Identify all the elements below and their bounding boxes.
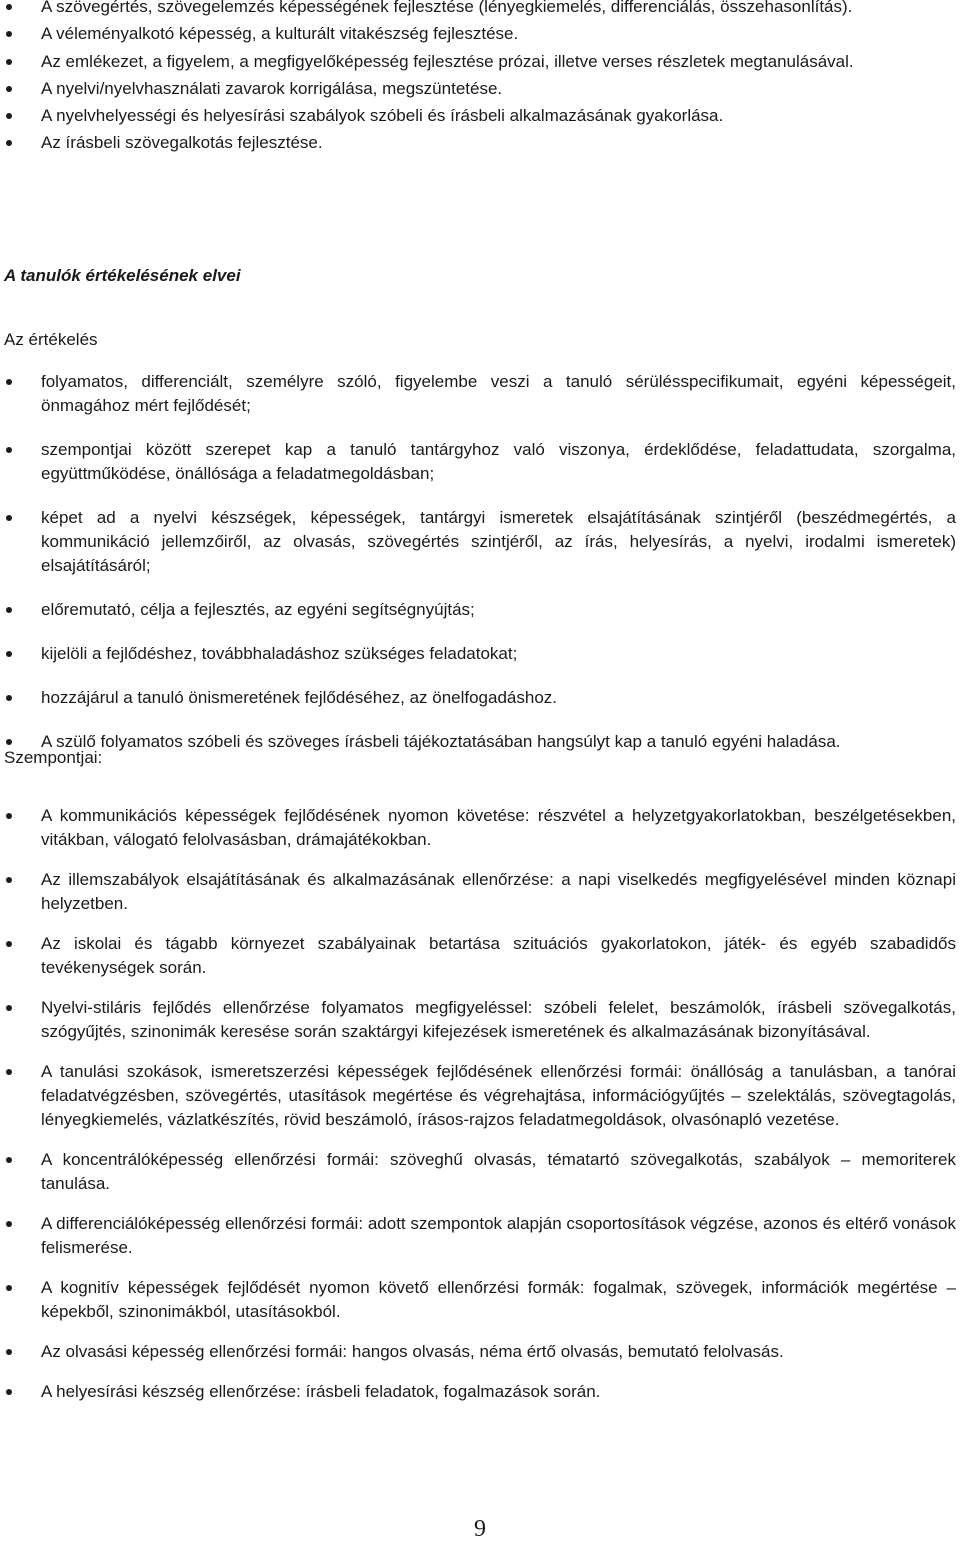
bullet-icon: [6, 941, 12, 947]
list-item: [0, 1340, 960, 1364]
list-item-text: szempontjai között szerepet kap a tanuló tantárgyhoz való viszonya, érdeklődése, feladattudata, szorgalma, együttműködése, önállósága a feladatmegoldásban;: [41, 440, 956, 483]
list-item-text: kijelöli a fejlődéshez, továbbhaladáshoz szükséges feladatokat;: [41, 644, 518, 663]
list-item: [0, 1148, 960, 1196]
list-item: [0, 730, 960, 754]
list-item-text: Nyelvi-stiláris fejlődés ellenőrzése folyamatos megfigyeléssel: szóbeli felelet, beszámolók, írásbeli szövegalkotás, szógyűjtés, szinonimák keresése során szaktárgyi kifejezések ismeretének és alkalmazásának bizonyításával.: [41, 998, 956, 1041]
list-item-text: A nyelvi/nyelvhasználati zavarok korrigálása, megszüntetése.: [41, 78, 503, 98]
list-item-text: A koncentrálóképesség ellenőrzési formái: szöveghű olvasás, tématartó szövegalkotás, szabályok – memoriterek tanulása.: [41, 1150, 956, 1193]
list-item-text: Az emlékezet, a figyelem, a megfigyelőképesség fejlesztése prózai, illetve verses részletek megtanulásával.: [41, 51, 854, 71]
list-item: [0, 932, 960, 980]
bullet-icon: [6, 1005, 12, 1011]
bullet-icon: [6, 86, 12, 92]
list-item: [0, 1060, 960, 1132]
bullet-icon: [6, 739, 12, 745]
list-item: [0, 370, 960, 418]
list-item-text: folyamatos, differenciált, személyre szóló, figyelembe veszi a tanuló sérülésspecifikumait, egyéni képességeit, önmagához mért fejlődését;: [41, 372, 956, 415]
bullet-icon: [6, 1221, 12, 1227]
bullet-icon: [6, 1389, 12, 1395]
list-item: [0, 506, 960, 578]
list-item-text: A helyesírási készség ellenőrzése: írásbeli feladatok, fogalmazások során.: [41, 1382, 601, 1401]
list-item-text: Az illemszabályok elsajátításának és alkalmazásának ellenőrzése: a napi viselkedés megfigyelésével minden köznapi helyzetben.: [41, 870, 956, 913]
list-item: [0, 686, 960, 710]
bullet-icon: [6, 59, 12, 65]
bullet-icon: [6, 4, 12, 10]
list-item-text: Az olvasási képesség ellenőrzési formái: hangos olvasás, néma értő olvasás, bemutató felolvasás.: [41, 1342, 784, 1361]
list-item: [0, 996, 960, 1044]
list-item-text: képet ad a nyelvi készségek, képességek, tantárgyi ismeretek elsajátításának szintjéről (beszédmegértés, a kommunikáció jellemzőiről, az olvasás, szövegértés szintjéről, az írás, helyesírás, a nyelvi, irodalmi ismeretek) elsajátításáról;: [41, 508, 956, 575]
list-item: [0, 438, 960, 486]
list-item-text: A tanulási szokások, ismeretszerzési képességek fejlődésének ellenőrzési formái: önállóság a tanulásban, a tanórai feladatvégzésben, szövegértés, utasítások megértése és végrehajtása, információgyűjtés – szelektálás, szövegtagolás, lényegkiemelés, vázlatkészítés, rövid beszámoló, írásos-rajzos feladatmegoldások, olvasónapló vezetése.: [41, 1062, 956, 1129]
bullet-icon: [6, 31, 12, 37]
list-item: [0, 22, 960, 49]
evaluation-intro: Az értékelés: [4, 330, 98, 349]
list-item: [0, 598, 960, 622]
list-item-text: Az iskolai és tágabb környezet szabályainak betartása szituációs gyakorlatokon, játék- és egyéb szabadidős tevékenységek során.: [41, 934, 956, 977]
bullet-icon: [6, 695, 12, 701]
section-heading: A tanulók értékelésének elvei: [4, 266, 241, 285]
list-item: [0, 1276, 960, 1324]
list-item: [0, 642, 960, 666]
bullet-icon: [6, 1285, 12, 1291]
list-item: [0, 77, 960, 104]
list-item: [0, 104, 960, 131]
bullet-icon: [6, 877, 12, 883]
bullet-icon: [6, 1349, 12, 1355]
list-item-text: A differenciálóképesség ellenőrzési formái: adott szempontok alapján csoportosítások végzése, azonos és eltérő vonások felismerése.: [41, 1214, 956, 1257]
list-item-text: előremutató, célja a fejlesztés, az egyéni segítségnyújtás;: [41, 600, 475, 619]
bullet-icon: [6, 379, 12, 385]
bullet-icon: [6, 813, 12, 819]
list-item-text: A kommunikációs képességek fejlődésének nyomon követése: részvétel a helyzetgyakorlatokban, beszélgetésekben, vitákban, válogató felolvasásban, drámajátékokban.: [41, 806, 956, 849]
list-item-text: A nyelvhelyességi és helyesírási szabályok szóbeli és írásbeli alkalmazásának gyakorlása.: [41, 106, 724, 126]
list-item: [0, 131, 960, 158]
list-item-text: A szülő folyamatos szóbeli és szöveges írásbeli tájékoztatásában hangsúlyt kap a tanuló egyéni haladása.: [41, 732, 841, 751]
list-item: [0, 0, 960, 22]
list-item-text: hozzájárul a tanuló önismeretének fejlődéséhez, az önelfogadáshoz.: [41, 688, 558, 707]
bullet-icon: [6, 113, 12, 119]
page-number: 9: [474, 1516, 486, 1542]
bullet-icon: [6, 651, 12, 657]
bullet-icon: [6, 1157, 12, 1163]
list-item-text: A szövegértés, szövegelemzés képességének fejlesztése (lényegkiemelés, differenciálás, összehasonlítás).: [41, 0, 853, 16]
list-item: [0, 50, 960, 77]
bullet-icon: [6, 1069, 12, 1075]
list-item-text: Az írásbeli szövegalkotás fejlesztése.: [41, 133, 323, 153]
bullet-icon: [6, 140, 12, 146]
list-item: [0, 1212, 960, 1260]
evaluation-list: [0, 370, 960, 766]
list-item-text: A véleményalkotó képesség, a kulturált vitakészség fejlesztése.: [41, 24, 519, 44]
skills-list: [0, 0, 960, 159]
criteria-intro: Szempontjai:: [4, 748, 103, 767]
bullet-icon: [6, 447, 12, 453]
bullet-icon: [6, 607, 12, 613]
list-item-text: A kognitív képességek fejlődését nyomon követő ellenőrzési formák: fogalmak, szövegek, információk megértése – képekből, szinonimákból, utasításokból.: [41, 1278, 956, 1321]
criteria-list: [0, 804, 960, 1420]
list-item: [0, 804, 960, 852]
list-item: [0, 1380, 960, 1404]
list-item: [0, 868, 960, 916]
bullet-icon: [6, 515, 12, 521]
